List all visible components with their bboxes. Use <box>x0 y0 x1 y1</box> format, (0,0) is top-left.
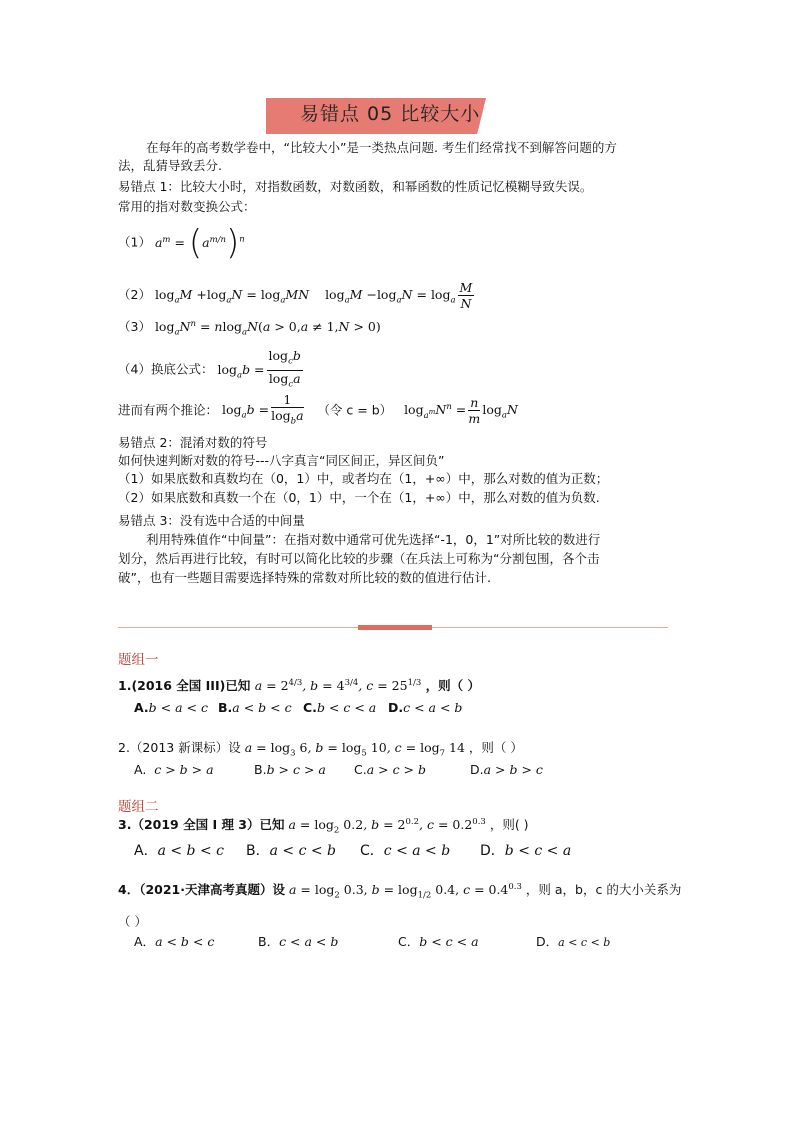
question-4: 4．（2021·天津高考真题）设 $a = \log_2 0.3$, $b = \log_{1/2} 0.4$, $c = 0.4^{0.3}$ ，则 a，b，c 的大小关系为 <box>118 881 682 901</box>
corollary: 进而有两个推论： $\log_ab$ = $\frac{1}{\log_ba}$ （令 c = b） $\log_{a^m}N^n$ = $\frac{n}{m}$ $\log_aN$ <box>118 392 518 427</box>
corollary-label: 进而有两个推论： <box>118 402 219 418</box>
question-1: 1.(2016 全国 III)已知 $a = 2^{4/3}$, $b = 4^{3/4}$, $c = 25^{1/3}$ ，则（ ） <box>118 677 480 693</box>
question-3-prefix: 3.（2019 全国 I 理 3）已知 <box>118 817 285 832</box>
intro-paragraph-line1: 在每年的高考数学卷中，“比较大小”是一类热点问题. 考生们经常找不到解答问题的方 <box>146 140 617 155</box>
q1-option-b: B.a < b < c <box>218 700 292 715</box>
corollary-note: （令 c = b） <box>317 402 393 418</box>
section-divider-accent <box>358 625 432 630</box>
q1-option-c: C.b < c < a <box>303 700 377 715</box>
error-point-3: 易错点 3：没有选中合适的中间量 <box>118 513 305 528</box>
q3-option-c: C．c < a < b <box>360 843 451 859</box>
q4-option-d: D．a < c < b <box>536 934 611 949</box>
question-1-suffix: ，则（ ） <box>425 678 480 693</box>
error-point-3-line3: 破”，也有一些题目需要选择特殊的常数对所比较的数的值进行估计. <box>118 570 491 585</box>
q2-option-a: A. c > b > a <box>134 762 214 777</box>
intro-paragraph-line2: 法，乱猜导致丢分. <box>118 158 222 173</box>
question-2: 2.（2013 新课标）设 $a = \log_3 6$, $b = \log_5 10$, $c = \log_7 14$ ，则（ ） <box>118 740 523 759</box>
error-point-2-line1: 如何快速判断对数的符号---八字真言“同区间正，异区间负” <box>118 453 445 468</box>
question-2-suffix: ，则（ ） <box>468 740 523 755</box>
question-4-prefix: 4．（2021·天津高考真题）设 <box>118 882 285 897</box>
group-1-heading: 题组一 <box>118 652 159 668</box>
error-point-2-line2: （1）如果底数和真数均在（0，1）中，或者均在（1，+∞）中，那么对数的值为正数； <box>118 471 609 486</box>
question-4-paren: （ ） <box>118 914 147 929</box>
q3-option-a: A．a < b < c <box>134 843 224 859</box>
error-point-2: 易错点 2：混淆对数的符号 <box>118 435 268 450</box>
q1-option-a: A.b < a < c <box>134 700 208 715</box>
q4-option-c: C．b < c < a <box>398 934 479 949</box>
group-2-heading: 题组二 <box>118 799 159 815</box>
formula-2-label: （2） <box>118 287 151 302</box>
q4-option-b: B．c < a < b <box>258 934 339 949</box>
question-3: 3.（2019 全国 I 理 3）已知 $a = \log_2 0.2$, $b = 2^{0.2}$, $c = 0.2^{0.3}$ ，则( ) <box>118 816 529 836</box>
error-point-3-line1: 利用特殊值作“中间量”：在指对数中通常可优先选择“-1，0，1”对所比较的数进行 <box>146 532 601 547</box>
formula-3-label: （3） <box>118 319 151 335</box>
formula-1-label: （1） <box>118 234 151 250</box>
formula-3: （3） $\log_aN^n = nlog_aN(a > 0,a \ne 1,N > 0)$ <box>118 319 381 338</box>
formula-1: （1） $a^m = (a^{m/n})^n$ <box>118 223 245 263</box>
error-point-2-line3: （2）如果底数和真数一个在（0，1）中，一个在（1，+∞）中，那么对数的值为负数. <box>118 490 600 505</box>
question-4-suffix: ，则 a，b，c 的大小关系为 <box>525 882 682 897</box>
q2-option-b: B.b > c > a <box>254 762 326 777</box>
formula-4-label: （4）换底公式： <box>118 361 214 377</box>
error-point-3-line2: 划分，然后再进行比较，有时可以简化比较的步骤（在兵法上可称为“分割包围，各个击 <box>118 551 600 566</box>
formula-2: （2） $\log_aM +\log_aN = \log_aMN$ $\log_aM -\log_aN = \log_a$ $\frac{M}{N}$ <box>118 280 473 311</box>
q1-option-d: D.c < a < b <box>388 700 463 715</box>
page-title: 易错点 05 比较大小 <box>300 103 481 125</box>
formula-4: （4）换底公式： $\log_ab$ = $\frac{\log_cb}{\log_ca}$ <box>118 348 301 389</box>
q2-option-d: D.a > b > c <box>470 762 543 777</box>
question-3-suffix: ，则( ) <box>489 817 529 832</box>
q2-option-c: C.a > c > b <box>354 762 426 777</box>
q3-option-d: D．b < c < a <box>480 843 572 859</box>
formulas-heading: 常用的指对数变换公式： <box>118 199 256 214</box>
error-point-1: 易错点 1：比较大小时，对指数函数，对数函数，和幂函数的性质记忆模糊导致失误。 <box>118 179 593 194</box>
q4-option-a: A．a < b < c <box>134 934 215 949</box>
question-2-prefix: 2.（2013 新课标）设 <box>118 740 241 755</box>
question-1-prefix: 1.(2016 全国 III)已知 <box>118 678 251 693</box>
q3-option-b: B．a < c < b <box>246 843 337 859</box>
